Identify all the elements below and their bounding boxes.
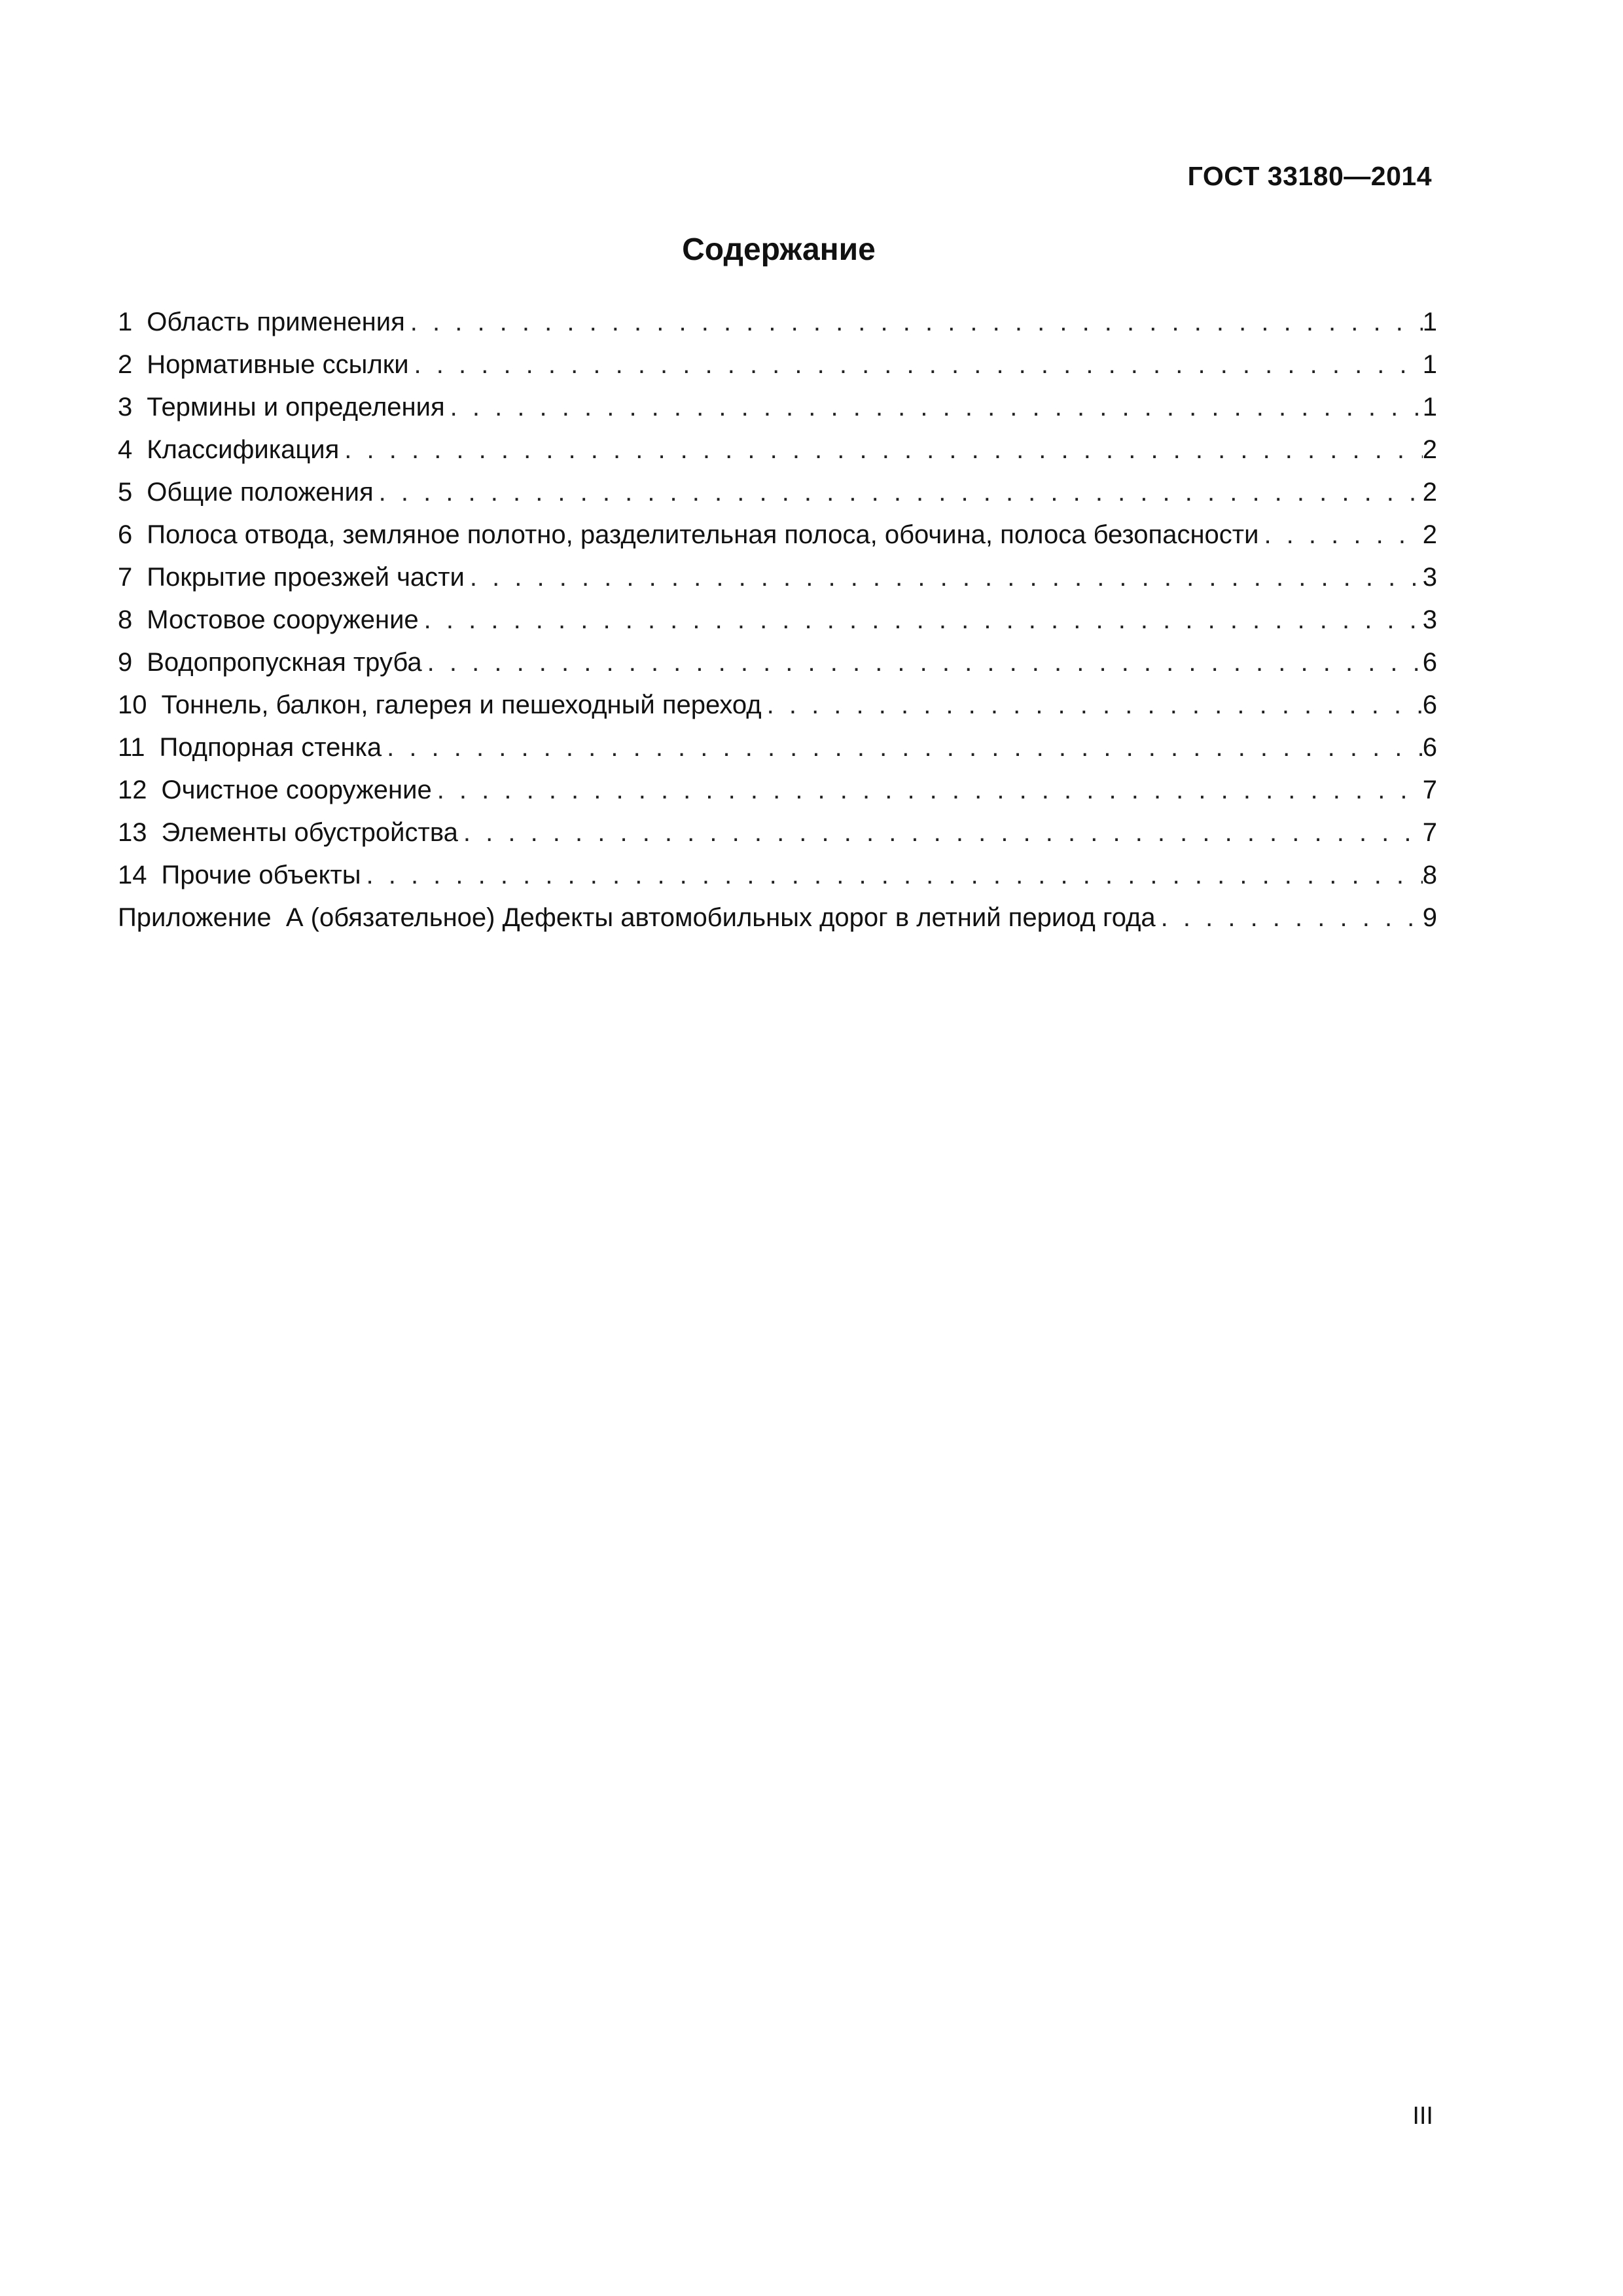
- toc-entry[interactable]: [118, 386, 1437, 429]
- toc-entry[interactable]: [118, 556, 1437, 599]
- dot-leader: [405, 301, 1423, 344]
- toc-entry-title: Область применения: [147, 308, 405, 336]
- toc-entry-page: 6: [1422, 691, 1437, 719]
- toc-entry-number: 3: [118, 393, 133, 422]
- dot-leader: [465, 556, 1423, 599]
- toc-entry-number: 14: [118, 861, 147, 889]
- toc-entry[interactable]: [118, 301, 1437, 344]
- dot-leader: [374, 471, 1423, 514]
- toc-entry-page: 3: [1422, 605, 1437, 634]
- toc-entry-title: Полоса отвода, земляное полотно, разделительная полоса, обочина, полоса безопасности: [147, 520, 1259, 549]
- toc-entry-title: Тоннель, балкон, галерея и пешеходный переход: [161, 691, 762, 719]
- toc-entry-title: Элементы обустройства: [161, 818, 458, 847]
- toc-entry-page: 2: [1422, 520, 1437, 549]
- toc-entry-page: 7: [1422, 818, 1437, 847]
- toc-entry[interactable]: [118, 471, 1437, 514]
- toc-entry-number: 10: [118, 691, 147, 719]
- toc-entry-number: 6: [118, 520, 133, 549]
- toc-entry[interactable]: [118, 769, 1437, 812]
- toc-entry-number: 9: [118, 648, 133, 677]
- toc-entry[interactable]: [118, 726, 1437, 769]
- toc-entry-appendix[interactable]: [118, 897, 1437, 939]
- document-id: ГОСТ 33180—2014: [1187, 161, 1432, 191]
- toc-entry-number: 1: [118, 308, 133, 336]
- toc-entry-page: 3: [1422, 563, 1437, 592]
- dot-leader: [458, 812, 1423, 854]
- toc-entry-number: 4: [118, 435, 133, 464]
- toc-entry-page: 6: [1422, 733, 1437, 762]
- toc-entry-number: 11: [118, 733, 145, 762]
- toc-entry-title: Подпорная стенка: [159, 733, 382, 762]
- toc-entry[interactable]: [118, 684, 1437, 726]
- toc-entry-number: 12: [118, 776, 147, 804]
- toc-entry-number: 13: [118, 818, 147, 847]
- toc-entry-title: Приложение А (обязательное) Дефекты автомобильных дорог в летний период года: [118, 903, 1156, 932]
- dot-leader: [1258, 514, 1422, 556]
- toc-entry-page: 2: [1422, 435, 1437, 464]
- toc-entry[interactable]: [118, 854, 1437, 897]
- toc-entry-title: Общие положения: [147, 478, 374, 507]
- toc-entry-title: Классификация: [147, 435, 340, 464]
- toc-entry[interactable]: [118, 429, 1437, 471]
- toc-entry-title: Очистное сооружение: [161, 776, 432, 804]
- dot-leader: [422, 641, 1423, 684]
- page-number: III: [1412, 2102, 1433, 2130]
- toc-entry-number: 8: [118, 605, 133, 634]
- toc-entry-number: 7: [118, 563, 133, 592]
- toc-entry-title: Мостовое сооружение: [147, 605, 419, 634]
- dot-leader: [1156, 897, 1423, 939]
- toc-title: Содержание: [682, 232, 876, 267]
- dot-leader: [339, 429, 1422, 471]
- toc-entry[interactable]: [118, 641, 1437, 684]
- toc-entry-page: 1: [1422, 350, 1437, 379]
- toc-entry[interactable]: [118, 344, 1437, 386]
- toc-entry[interactable]: [118, 514, 1437, 556]
- dot-leader: [445, 386, 1423, 429]
- toc-entry-page: 9: [1422, 903, 1437, 932]
- toc-entry-title: Нормативные ссылки: [147, 350, 409, 379]
- dot-leader: [382, 726, 1423, 769]
- toc-entry-page: 1: [1422, 393, 1437, 422]
- toc-entry-page: 2: [1422, 478, 1437, 507]
- toc-entry-title: Водопропускная труба: [147, 648, 422, 677]
- toc-entry[interactable]: [118, 812, 1437, 854]
- toc-entry-title: Прочие объекты: [161, 861, 361, 889]
- toc-entry-number: 2: [118, 350, 133, 379]
- toc-entry-title: Термины и определения: [147, 393, 445, 422]
- dot-leader: [419, 599, 1423, 641]
- toc-entry-title: Покрытие проезжей части: [147, 563, 465, 592]
- toc-entry-page: 1: [1422, 308, 1437, 336]
- toc-entry-page: 7: [1422, 776, 1437, 804]
- dot-leader: [432, 769, 1423, 812]
- toc-entry-page: 6: [1422, 648, 1437, 677]
- toc-entry[interactable]: [118, 599, 1437, 641]
- dot-leader: [409, 344, 1423, 386]
- toc-entry-page: 8: [1422, 861, 1437, 889]
- dot-leader: [762, 684, 1423, 726]
- toc-entry-number: 5: [118, 478, 133, 507]
- table-of-contents: [118, 301, 1437, 939]
- dot-leader: [361, 854, 1423, 897]
